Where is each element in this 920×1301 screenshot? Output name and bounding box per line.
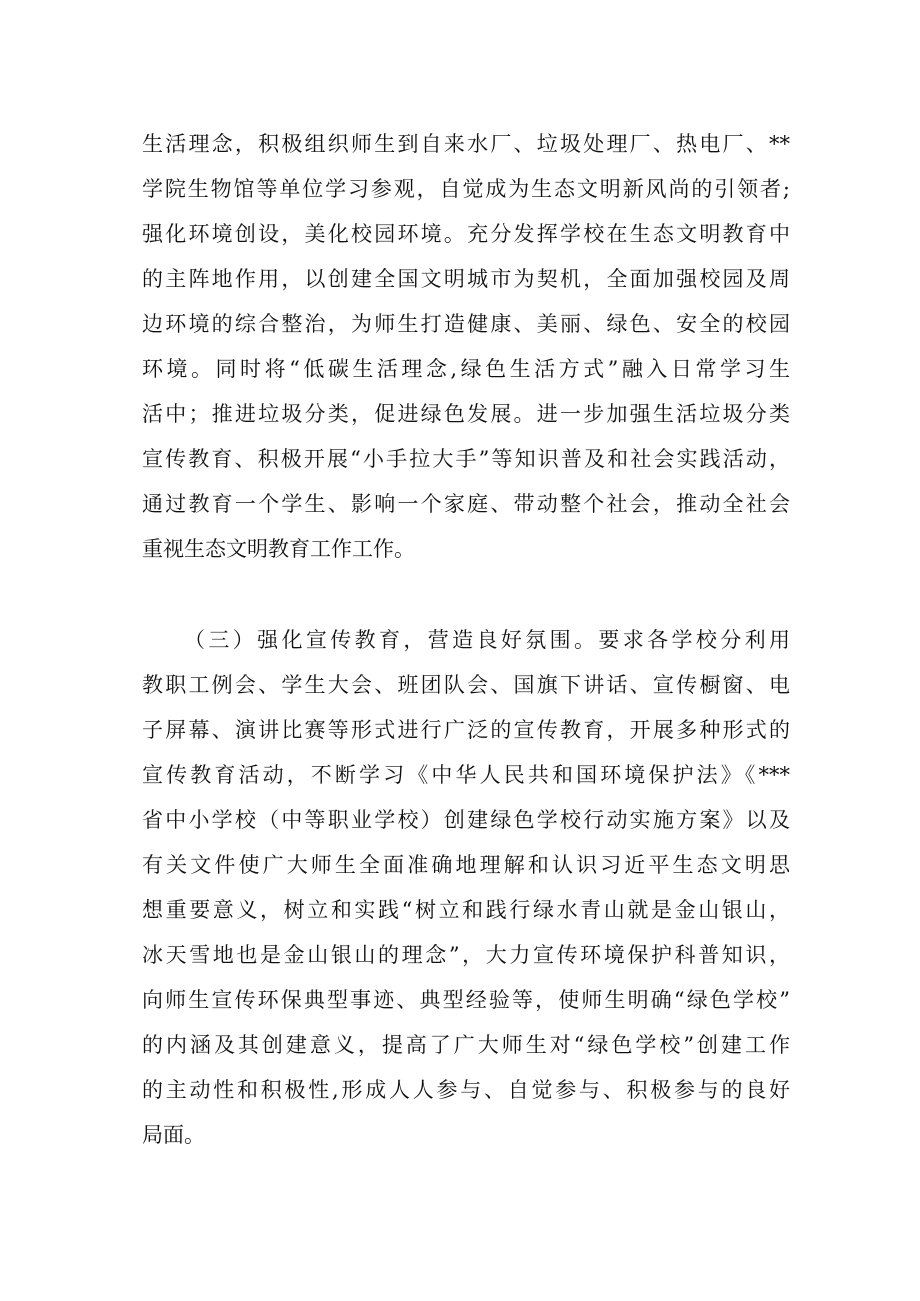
text-line: 想重要意义，树立和实践“树立和践行绿水青山就是金山银山， (142, 898, 790, 922)
text-line: 宣传教育活动，不断学习《中华人民共和国环境保护法》《*** (142, 763, 790, 787)
text-line: 重视生态文明教育工作工作。 (142, 537, 415, 561)
body-paragraph (142, 122, 790, 572)
text-line: 通过教育一个学生、影响一个家庭、带动整个社会，推动全社会 (142, 492, 790, 516)
text-line: 有关文件使广大师生全面准确地理解和认识习近平生态文明思 (142, 853, 790, 877)
text-line: 环境。同时将“低碳生活理念,绿色生活方式”融入日常学习生 (142, 357, 790, 381)
text-line: 的主动性和积极性,形成人人参与、自觉参与、积极参与的良好 (142, 1078, 790, 1102)
text-line: 省中小学校（中等职业学校）创建绿色学校行动实施方案》以及 (142, 808, 790, 832)
text-line: 的内涵及其创建意义，提高了广大师生对“绿色学校”创建工作 (142, 1033, 790, 1057)
section-paragraph (142, 618, 790, 1158)
text-line: 学院生物馆等单位学习参观，自觉成为生态文明新风尚的引领者; (142, 177, 790, 201)
text-line: 冰天雪地也是金山银山的理念”，大力宣传环境保护科普知识， (142, 943, 790, 967)
text-line: 向师生宣传环保典型事迹、典型经验等，使师生明确“绿色学校” (142, 988, 790, 1012)
text-line: 子屏幕、演讲比赛等形式进行广泛的宣传教育，开展多种形式的 (142, 718, 790, 742)
text-line: 教职工例会、学生大会、班团队会、国旗下讲话、宣传橱窗、电 (142, 673, 790, 697)
section-heading-line: （三）强化宣传教育，营造良好氛围。要求各学校分利用 (184, 628, 790, 652)
text-line: 生活理念，积极组织师生到自来水厂、垃圾处理厂、热电厂、** (142, 132, 790, 156)
text-line: 宣传教育、积极开展“小手拉大手”等知识普及和社会实践活动， (142, 447, 790, 471)
text-line: 强化环境创设，美化校园环境。充分发挥学校在生态文明教育中 (142, 222, 790, 246)
text-line: 活中；推进垃圾分类，促进绿色发展。进一步加强生活垃圾分类 (142, 402, 790, 426)
text-line: 边环境的综合整治，为师生打造健康、美丽、绿色、安全的校园 (142, 312, 790, 336)
text-line: 局面。 (142, 1123, 205, 1147)
text-line: 的主阵地作用，以创建全国文明城市为契机，全面加强校园及周 (142, 267, 790, 291)
